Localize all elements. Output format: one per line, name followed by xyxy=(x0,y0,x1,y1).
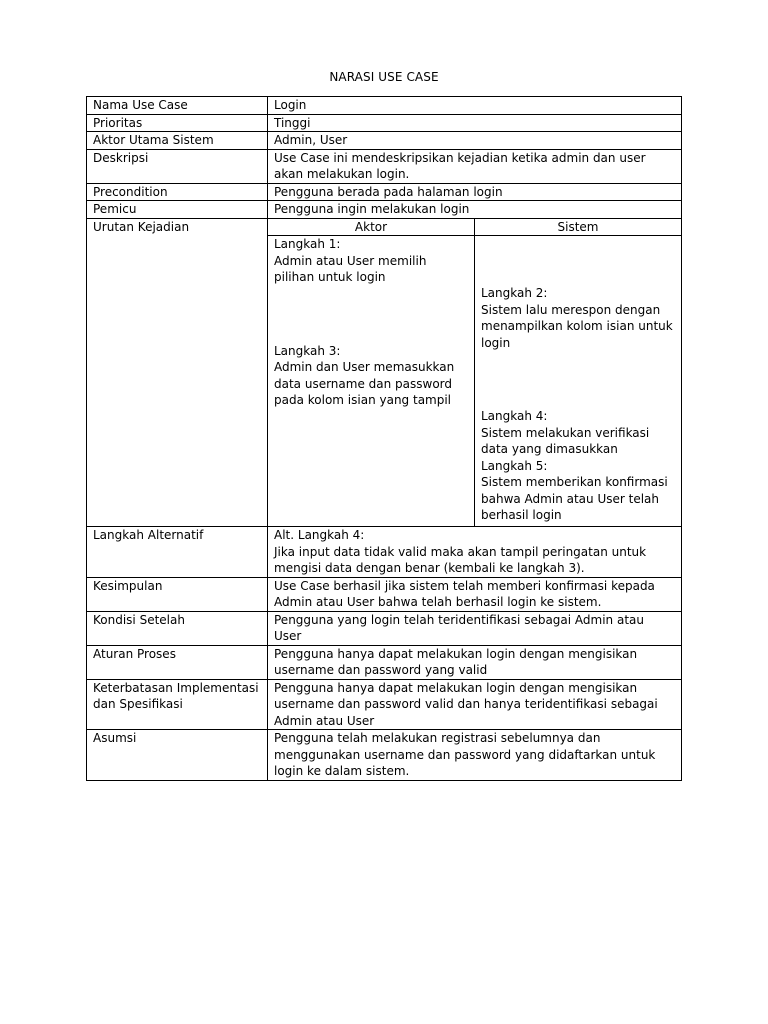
row-label-precondition: Precondition xyxy=(87,183,268,201)
row-label-deskripsi: Deskripsi xyxy=(87,149,268,183)
column-header-aktor: Aktor xyxy=(268,218,475,236)
sistem-step-4-title: Langkah 4: xyxy=(481,409,548,423)
row-value-precondition: Pengguna berada pada halaman login xyxy=(268,183,682,201)
table-row xyxy=(87,114,682,132)
table-row xyxy=(87,218,682,236)
row-label-urutan-kejadian: Urutan Kejadian xyxy=(87,218,268,527)
table-row xyxy=(87,132,682,150)
aktor-step-1-title: Langkah 1: xyxy=(274,237,341,251)
row-label-aturan-proses: Aturan Proses xyxy=(87,645,268,679)
row-value-asumsi: Pengguna telah melakukan registrasi sebelumnya dan menggunakan username dan password yang didaftarkan untuk login ke dalam sistem. xyxy=(268,730,682,781)
row-label-aktor-utama: Aktor Utama Sistem xyxy=(87,132,268,150)
row-label-keterbatasan: Keterbatasan Implementasi dan Spesifikasi xyxy=(87,679,268,730)
sistem-step-5-title: Langkah 5: xyxy=(481,458,548,473)
column-header-sistem: Sistem xyxy=(475,218,682,236)
table-row xyxy=(87,201,682,219)
sistem-steps-cell xyxy=(475,236,682,527)
use-case-table xyxy=(86,96,682,781)
sistem-step-5-text: Sistem memberikan konfirmasi bahwa Admin atau User telah berhasil login xyxy=(481,475,668,522)
sistem-step-4-text: Sistem melakukan verifikasi data yang dimasukkan xyxy=(481,425,650,456)
row-value-nama-use-case: Login xyxy=(268,97,682,115)
sistem-step-2-title: Langkah 2: xyxy=(481,286,548,300)
row-label-langkah-alternatif: Langkah Alternatif xyxy=(87,527,268,578)
row-label-kesimpulan: Kesimpulan xyxy=(87,577,268,611)
table-row xyxy=(87,730,682,781)
document-title: NARASI USE CASE xyxy=(329,70,439,84)
aktor-step-3-title: Langkah 3: xyxy=(274,343,341,358)
row-value-keterbatasan: Pengguna hanya dapat melakukan login dengan mengisikan username dan password valid dan hanya teridentifikasi sebagai Admin atau User xyxy=(268,679,682,730)
table-row xyxy=(87,611,682,645)
row-label-kondisi-setelah: Kondisi Setelah xyxy=(87,611,268,645)
row-value-pemicu: Pengguna ingin melakukan login xyxy=(268,201,682,219)
alt-step-text: Jika input data tidak valid maka akan tampil peringatan untuk mengisi data dengan benar (kembali ke langkah 3). xyxy=(274,544,647,575)
row-value-kesimpulan: Use Case berhasil jika sistem telah memberi konfirmasi kepada Admin atau User bahwa telah berhasil login ke sistem. xyxy=(268,577,682,611)
alt-step-title: Alt. Langkah 4: xyxy=(274,528,365,542)
row-value-aktor-utama: Admin, User xyxy=(268,132,682,150)
row-value-aturan-proses: Pengguna hanya dapat melakukan login dengan mengisikan username dan password yang valid xyxy=(268,645,682,679)
row-value-prioritas: Tinggi xyxy=(268,114,682,132)
table-row xyxy=(87,645,682,679)
row-value-deskripsi: Use Case ini mendeskripsikan kejadian ketika admin dan user akan melakukan login. xyxy=(268,149,682,183)
table-row xyxy=(87,679,682,730)
aktor-steps-cell xyxy=(268,236,475,527)
row-label-nama-use-case: Nama Use Case xyxy=(87,97,268,115)
sistem-step-2-text: Sistem lalu merespon dengan menampilkan kolom isian untuk login xyxy=(481,302,673,350)
aktor-step-1-text: Admin atau User memilih pilihan untuk login xyxy=(274,253,427,284)
row-label-prioritas: Prioritas xyxy=(87,114,268,132)
table-row xyxy=(87,97,682,115)
table-row xyxy=(87,183,682,201)
table-row xyxy=(87,149,682,183)
aktor-step-3-text: Admin dan User memasukkan data username dan password pada kolom isian yang tampil xyxy=(274,360,455,407)
table-row xyxy=(87,527,682,578)
row-value-kondisi-setelah: Pengguna yang login telah teridentifikasi sebagai Admin atau User xyxy=(268,611,682,645)
row-value-langkah-alternatif xyxy=(268,527,682,578)
table-row xyxy=(87,577,682,611)
row-label-pemicu: Pemicu xyxy=(87,201,268,219)
row-label-asumsi: Asumsi xyxy=(87,730,268,781)
